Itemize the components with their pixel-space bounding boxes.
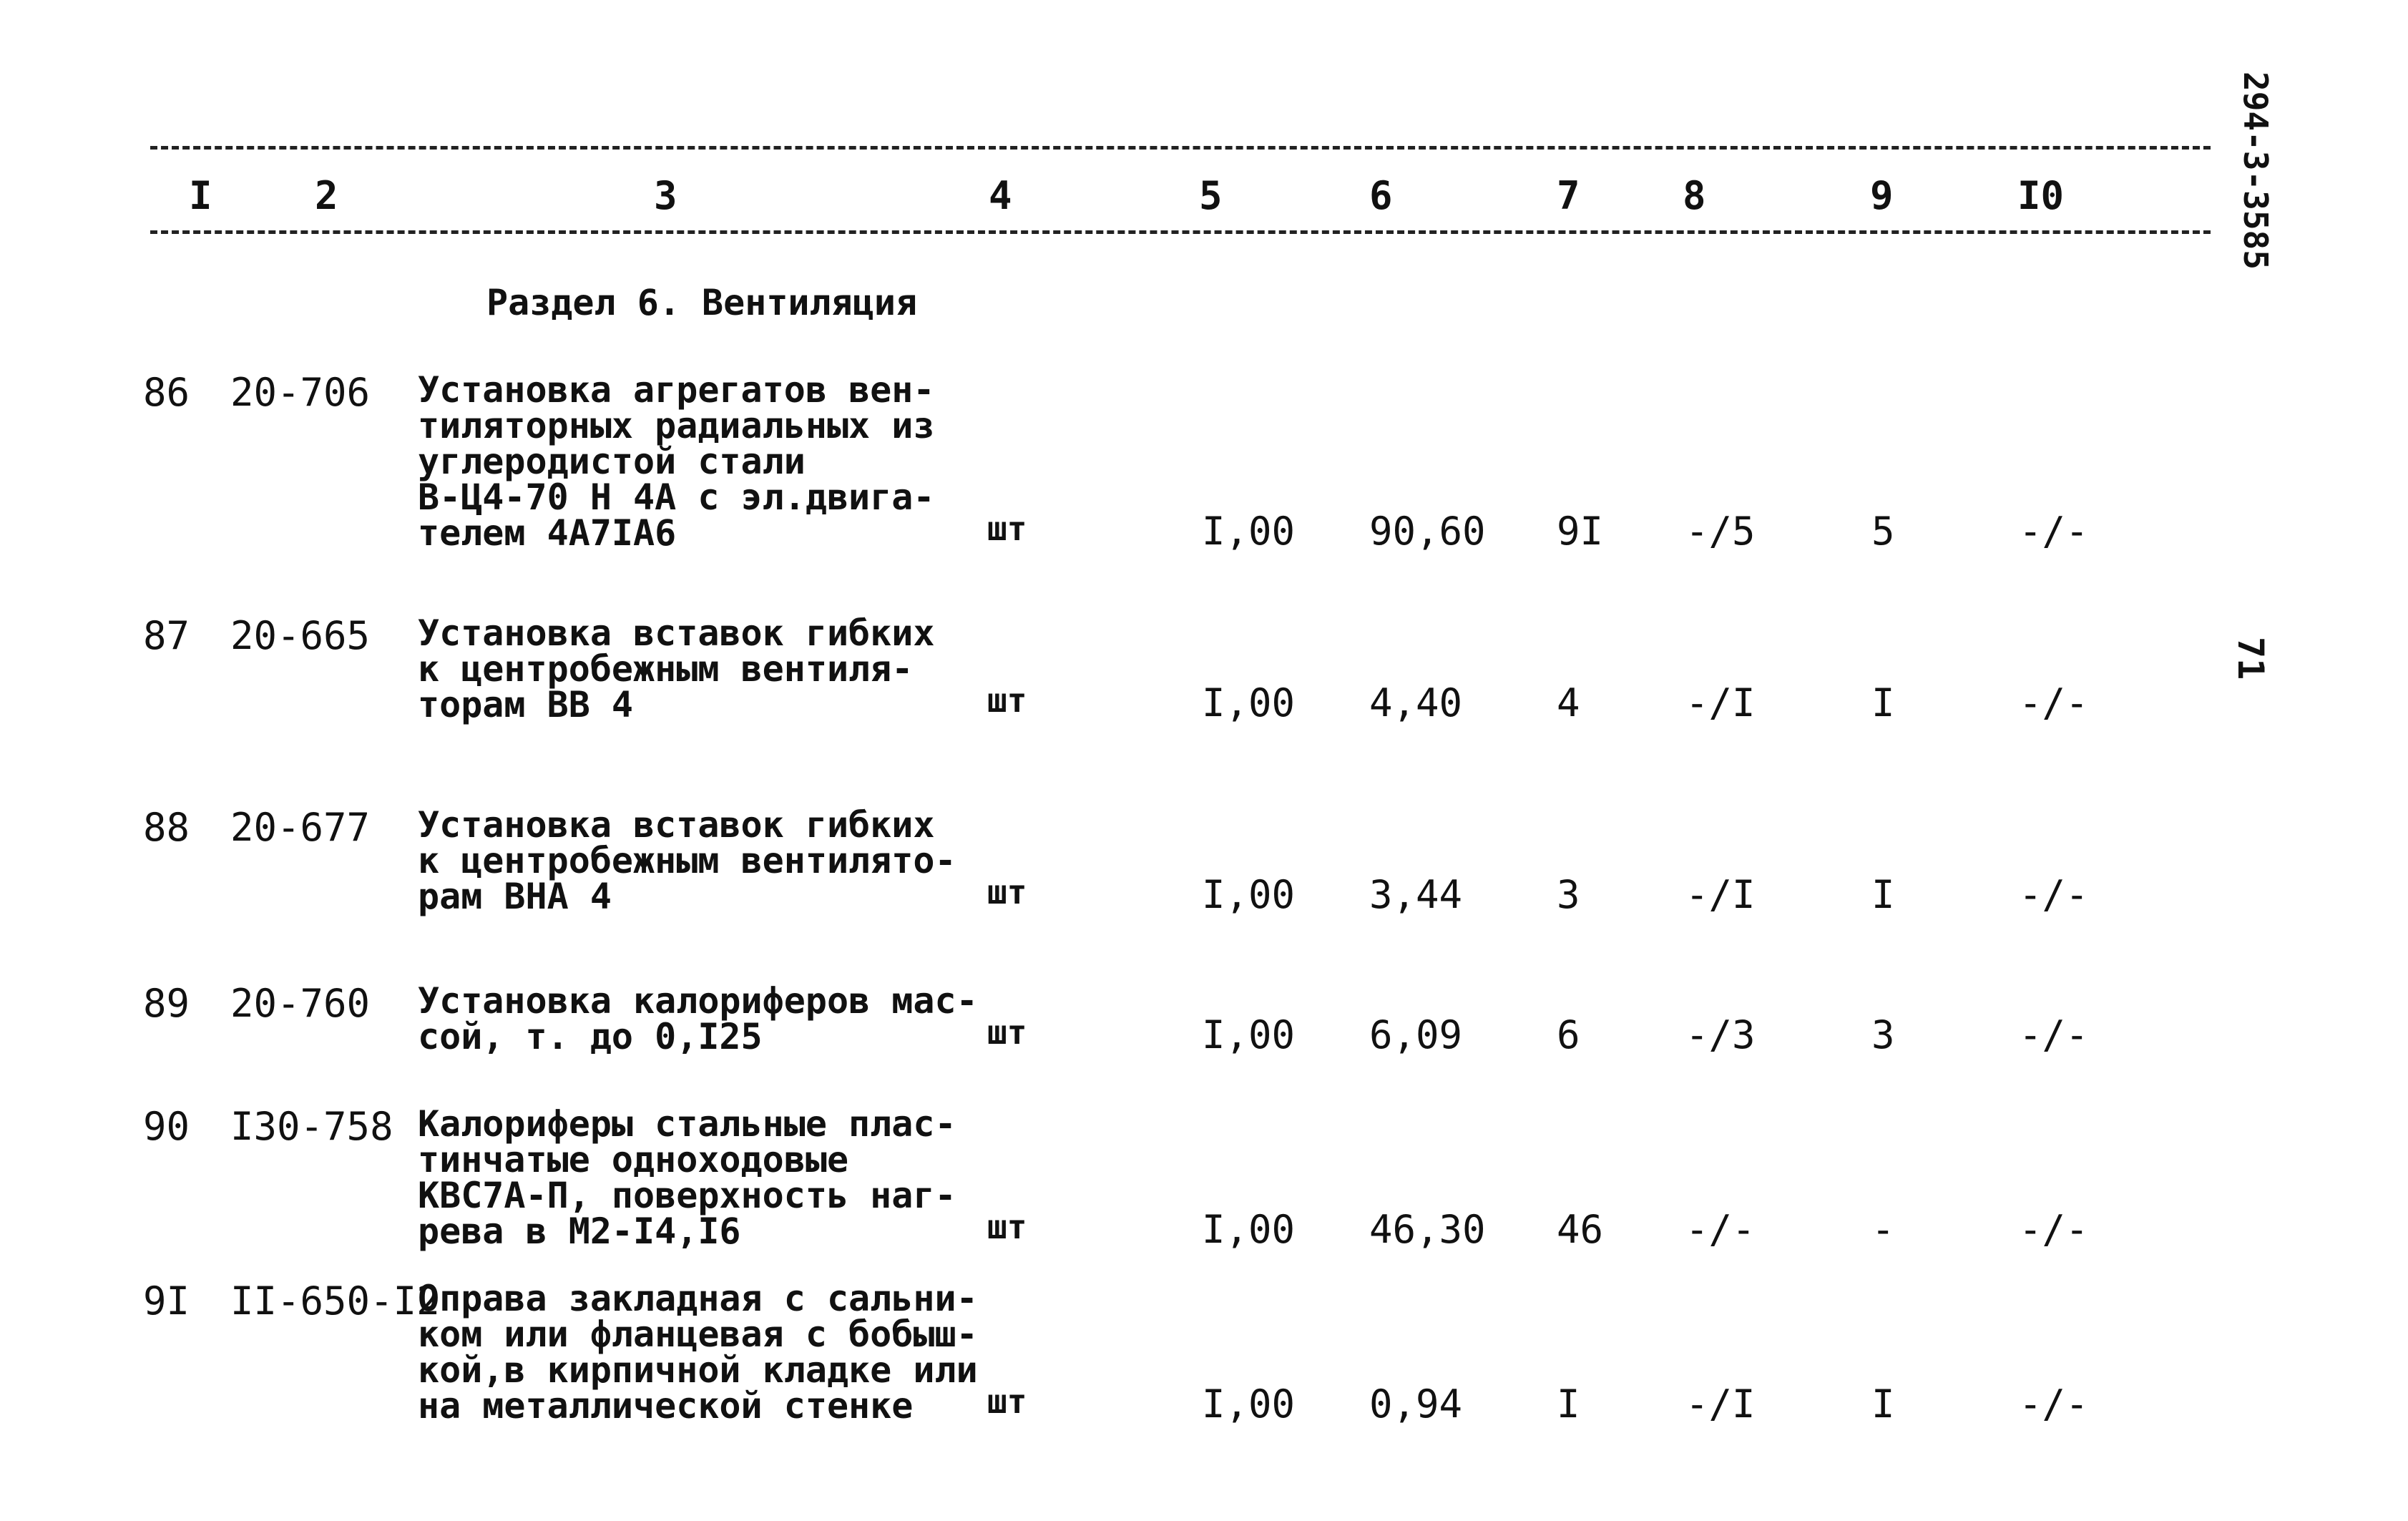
row-col-9: 5 xyxy=(1871,509,1895,554)
row-col-6: 6,09 xyxy=(1369,1012,1463,1057)
row-code: 20-677 xyxy=(230,805,371,850)
row-code: 20-706 xyxy=(230,370,371,415)
row-unit: шт xyxy=(987,873,1027,911)
row-col-8: -/I xyxy=(1685,872,1756,917)
row-col-10: -/- xyxy=(2019,680,2089,725)
row-number: 87 xyxy=(143,613,190,658)
row-description-line: Установка вставок гибких xyxy=(418,612,935,654)
row-code: I30-758 xyxy=(230,1104,393,1149)
row-quantity: I,00 xyxy=(1202,680,1296,725)
row-description-line: тинчатые одноходовые xyxy=(418,1139,849,1180)
column-header-10: I0 xyxy=(2017,173,2065,218)
row-description-line: рам ВНА 4 xyxy=(418,876,612,917)
row-description-line: Оправа закладная с сальни- xyxy=(418,1278,978,1319)
row-col-10: -/- xyxy=(2019,1012,2089,1057)
row-quantity: I,00 xyxy=(1202,509,1296,554)
column-header-7: 7 xyxy=(1557,173,1580,218)
column-header-2: 2 xyxy=(315,173,338,218)
row-description-line: В-Ц4-70 Н 4А с эл.двига- xyxy=(418,476,935,518)
row-col-8: -/3 xyxy=(1685,1012,1756,1057)
row-col-10: -/- xyxy=(2019,1207,2089,1252)
row-description-line: сой, т. до 0,I25 xyxy=(418,1016,763,1057)
document-code: 294-3-3585 xyxy=(2236,72,2275,270)
row-unit: шт xyxy=(987,681,1027,720)
row-number: 86 xyxy=(143,370,190,415)
row-description-line: на металлической стенке xyxy=(418,1385,914,1427)
row-quantity: I,00 xyxy=(1202,872,1296,917)
row-description-line: рева в М2-I4,I6 xyxy=(418,1211,741,1252)
column-header-6: 6 xyxy=(1369,173,1393,218)
row-col-9: I xyxy=(1871,872,1895,917)
column-header-9: 9 xyxy=(1870,173,1894,218)
row-col-7: 4 xyxy=(1557,680,1580,725)
row-col-6: 46,30 xyxy=(1369,1207,1486,1252)
row-col-6: 3,44 xyxy=(1369,872,1463,917)
row-col-7: 9I xyxy=(1557,509,1604,554)
row-description-line: углеродистой стали xyxy=(418,441,806,482)
row-quantity: I,00 xyxy=(1202,1207,1296,1252)
row-quantity: I,00 xyxy=(1202,1381,1296,1427)
row-description-line: торам ВВ 4 xyxy=(418,684,634,725)
column-header-4: 4 xyxy=(989,173,1012,218)
row-description-line: тиляторных радиальных из xyxy=(418,405,935,446)
page-number: 71 xyxy=(2230,637,2271,680)
row-col-10: -/- xyxy=(2019,509,2089,554)
row-col-7: 3 xyxy=(1557,872,1580,917)
column-header-8: 8 xyxy=(1683,173,1706,218)
row-code: II-650-I2 xyxy=(230,1278,440,1324)
row-col-8: -/- xyxy=(1685,1207,1756,1252)
row-description-line: кой,в кирпичной кладке или xyxy=(418,1349,978,1391)
row-col-10: -/- xyxy=(2019,1381,2089,1427)
row-col-6: 90,60 xyxy=(1369,509,1486,554)
row-number: 90 xyxy=(143,1104,190,1149)
row-col-6: 4,40 xyxy=(1369,680,1463,725)
row-description-line: Установка калориферов мас- xyxy=(418,980,978,1022)
row-col-9: - xyxy=(1871,1207,1895,1252)
row-description-line: Установка вставок гибких xyxy=(418,804,935,846)
row-col-6: 0,94 xyxy=(1369,1381,1463,1427)
row-col-7: 46 xyxy=(1557,1207,1604,1252)
row-number: 89 xyxy=(143,981,190,1026)
row-unit: шт xyxy=(987,1382,1027,1421)
row-code: 20-760 xyxy=(230,981,371,1026)
row-description-line: Установка агрегатов вен- xyxy=(418,369,935,411)
row-col-9: I xyxy=(1871,1381,1895,1427)
column-header-5: 5 xyxy=(1199,173,1223,218)
row-col-7: I xyxy=(1557,1381,1580,1427)
row-unit: шт xyxy=(987,1208,1027,1246)
row-number: 9I xyxy=(143,1278,190,1324)
row-col-9: 3 xyxy=(1871,1012,1895,1057)
row-code: 20-665 xyxy=(230,613,371,658)
row-description-line: КВС7А-П, поверхность наг- xyxy=(418,1175,956,1216)
column-header-3: 3 xyxy=(654,173,677,218)
row-description-line: к центробежным вентилято- xyxy=(418,840,956,881)
row-description-line: к центробежным вентиля- xyxy=(418,648,914,690)
column-header-1: I xyxy=(189,173,212,218)
row-col-8: -/5 xyxy=(1685,509,1756,554)
row-description-line: телем 4А7IА6 xyxy=(418,512,677,554)
header-top-rule xyxy=(150,146,2211,150)
row-quantity: I,00 xyxy=(1202,1012,1296,1057)
row-col-9: I xyxy=(1871,680,1895,725)
row-unit: шт xyxy=(987,509,1027,548)
row-description-line: ком или фланцевая с бобыш- xyxy=(418,1314,978,1355)
row-number: 88 xyxy=(143,805,190,850)
row-col-10: -/- xyxy=(2019,872,2089,917)
row-unit: шт xyxy=(987,1013,1027,1052)
row-col-8: -/I xyxy=(1685,1381,1756,1427)
row-col-8: -/I xyxy=(1685,680,1756,725)
section-title: Раздел 6. Вентиляция xyxy=(486,282,918,323)
row-description-line: Калориферы стальные плас- xyxy=(418,1103,956,1145)
row-col-7: 6 xyxy=(1557,1012,1580,1057)
header-bottom-rule xyxy=(150,230,2211,234)
